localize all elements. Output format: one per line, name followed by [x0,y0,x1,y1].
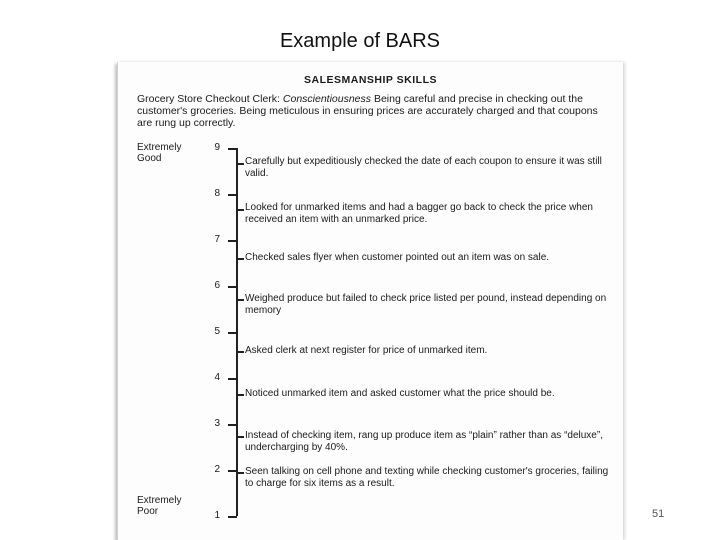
scale-tick [228,240,237,242]
behavior-anchor: Seen talking on cell phone and texting while checking customer's groceries, failing to charge for six items as a result. [245,466,609,489]
scale-label: 6 [214,280,220,291]
scale-label: 5 [214,326,220,337]
behavior-tick [237,299,244,301]
behavior-tick [237,209,244,211]
behavior-anchor: Looked for unmarked items and had a bagger go back to check the price when received an item with an unmarked price. [245,202,593,225]
behavior-anchor: Weighed produce but failed to check price listed per pound, instead depending on memory [245,293,607,316]
anchor-bottom: Extremely Poor [137,495,182,517]
behavior-tick [237,394,244,396]
behavior-tick [237,436,244,438]
slide-title: Example of BARS [279,30,441,52]
scale-label: 2 [214,464,220,475]
intro-description: Being careful and precise in checking out the customer's groceries. Being meticulous in ensuring prices are accurately charged and that coupons are rung up correctly. [137,93,598,129]
bars-figure [117,62,623,540]
scale-label: 8 [214,188,220,199]
scale-tick [228,424,237,426]
scale-tick [228,470,237,472]
scale-tick [228,332,237,334]
behavior-anchor: Instead of checking item, rang up produce item as “plain” rather than as “deluxe”, undercharging by 40%. [245,430,603,453]
behavior-anchor: Carefully but expeditiously checked the date of each coupon to ensure it was still valid. [245,156,602,179]
behavior-tick [237,472,244,474]
scale-tick [228,516,237,518]
scale-label: 4 [214,372,220,383]
scale-label: 1 [214,510,220,521]
scale-label: 7 [214,234,220,245]
intro-dimension: Conscientiousness [282,93,372,105]
anchor-top: Extremely Good [137,142,182,164]
behavior-anchor: Asked clerk at next register for price of unmarked item. [245,345,488,356]
scale-label: 3 [214,418,220,429]
intro-role: Grocery Store Checkout Clerk: [137,93,280,105]
behavior-tick [237,163,244,165]
scale-tick [228,378,237,380]
behavior-anchor: Checked sales flyer when customer pointed out an item was on sale. [245,252,550,263]
scale-tick [228,148,237,150]
behavior-anchor: Noticed unmarked item and asked customer what the price should be. [245,388,555,399]
behavior-tick [237,258,244,260]
figure-heading: SALESMANSHIP SKILLS [304,74,437,86]
scale-tick [228,194,237,196]
intro-paragraph [137,93,607,129]
behavior-tick [237,351,244,353]
page-number: 51 [652,508,665,520]
scale-label: 9 [214,142,220,153]
scale-tick [228,286,237,288]
